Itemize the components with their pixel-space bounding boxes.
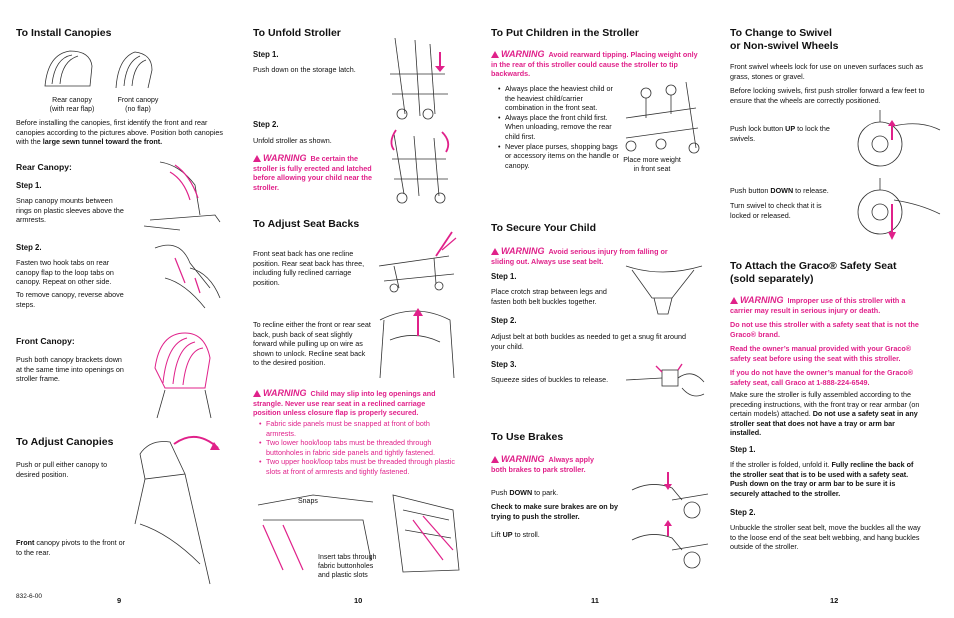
- unfold-warning: WARNING Be certain the stroller is fully erected and latched before allowing your child near the stroller.: [253, 153, 373, 192]
- footer-code: 832-6-00: [16, 593, 43, 600]
- front-canopy-text: Push both canopy brackets down at the same time into openings on stroller frame.: [16, 355, 124, 384]
- page-number-10: 10: [354, 596, 363, 605]
- adjust-canopies-text: Push or pull either canopy to desired position.: [16, 460, 108, 479]
- rear-step1-text: Snap canopy mounts between rings on plastic sleeves above the armrests.: [16, 196, 124, 225]
- secure-step1-title: Step 1.: [491, 272, 517, 281]
- buckle-release-illustration: [622, 360, 706, 408]
- lift-up-text: Lift UP to stroll.: [491, 530, 540, 539]
- page-number-11: 11: [591, 596, 599, 605]
- unfold-step2-title: Step 2.: [253, 120, 279, 129]
- warning-triangle-icon: [253, 155, 261, 162]
- front-canopy-caption: Front canopy (no flap): [117, 97, 159, 113]
- seat-backs-text2: To recline either the front or rear seat back, push back of seat slightly forward while pulling up on wire as shown to unlock. Recline seat back to the desired position.: [253, 320, 371, 368]
- turn-swivel-text: Turn swivel to check that it is locked or released.: [730, 201, 822, 220]
- list-item: • Fabric side panels must be snapped at front of both armrests.: [266, 419, 456, 438]
- warning-triangle-icon: [491, 456, 499, 463]
- hook-tab-illustration: [150, 238, 226, 316]
- seat-back-warning: WARNING Child may slip into leg openings and strangle. Never use rear seat in a reclined carriage position unless closure flap is properly secured.: [253, 388, 436, 418]
- push-down-text: Push DOWN to park.: [491, 488, 559, 497]
- rear-step2-text2: To remove canopy, reverse above steps.: [16, 290, 124, 309]
- safety-seat-text: Make sure the stroller is fully assembled according to the preceding instructions, with the front tray or rear armbar (on certain models) attached. Do not use a safety seat in any stroller seat that does not have a tray or arm bar installed.: [730, 390, 920, 438]
- seat-step1-text: If the stroller is folded, unfold it. Fully recline the back of the stroller seat that is to be used with a safety seat. Push down on the tray or arm bar to be sure it is securely attached to the stroller.: [730, 460, 914, 498]
- unfold-step1-title: Step 1.: [253, 50, 279, 59]
- seat-back-bullets: [258, 419, 456, 477]
- warning-triangle-icon: [730, 297, 738, 304]
- front-canopy-heading: Front Canopy:: [16, 336, 75, 346]
- rear-canopy-caption: Rear canopy (with rear flap): [49, 97, 95, 113]
- list-item: • Never place purses, shopping bags or accessory items on the handle or canopy.: [505, 142, 622, 171]
- secure-step1-text: Place crotch strap between legs and fasten both belt buckles together.: [491, 287, 607, 306]
- put-children-title: To Put Children in the Stroller: [491, 27, 639, 39]
- children-bullets: [497, 84, 622, 170]
- swivel-text1: Front swivel wheels lock for use on uneven surfaces such as grass, stones or gravel.: [730, 62, 923, 81]
- snaps-caption: Snaps: [298, 498, 318, 505]
- seat-recline-wire-illustration: [370, 300, 462, 382]
- list-item: • Always place the heaviest child or the heaviest child/carrier combination in the front seat.: [505, 84, 622, 113]
- secure-step2-title: Step 2.: [491, 316, 517, 325]
- seat-step2-title: Step 2.: [730, 508, 756, 517]
- secure-child-title: To Secure Your Child: [491, 222, 597, 234]
- seat-belt-warning: WARNING Avoid serious injury from falling or sliding out. Always use seat belt.: [491, 246, 668, 266]
- warning-triangle-icon: [491, 51, 499, 58]
- more-weight-caption: Place more weight in front seat: [623, 157, 681, 173]
- rear-canopy-snap-illustration: [140, 160, 226, 232]
- page-number-9: 9: [117, 596, 122, 605]
- swivel-wheels-title: To Change to Swivel or Non-swivel Wheels: [730, 27, 839, 52]
- unfold-step1-text: Push down on the storage latch.: [253, 65, 356, 74]
- install-canopies-title: To Install Canopies: [16, 27, 112, 39]
- adjust-canopies-title: To Adjust Canopies: [16, 436, 114, 448]
- secure-step2-text: Adjust belt at both buckles as needed to get a snug fit around your child.: [491, 332, 686, 351]
- adjust-canopy-illustration: [130, 424, 226, 592]
- seat-backs-text1: Front seat back has one recline position. Rear seat back has three, including fully reclined carriage position.: [253, 249, 365, 287]
- rear-step2-text: Fasten two hook tabs on rear canopy flap to the loop tabs on canopy. Repeat on other side.: [16, 258, 114, 287]
- children-stroller-illustration: [616, 78, 706, 158]
- front-canopy-pivot-text: Front canopy pivots to the front or to the rear.: [16, 538, 126, 557]
- secure-step3-title: Step 3.: [491, 360, 517, 369]
- use-brakes-title: To Use Brakes: [491, 431, 564, 443]
- safety-seat-title: To Attach the Graco® Safety Seat (sold separately): [730, 260, 897, 285]
- swivel-text2: Before locking swivels, first push stroller forward a few feet to ensure that the wheels are correctly positioned.: [730, 86, 925, 105]
- call-graco-warning: If you do not have the owner’s manual for the Graco® safety seat, call Graco at 1-888-224-6549.: [730, 368, 914, 387]
- unfolded-stroller-illustration: [384, 124, 458, 206]
- release-swivel-text: Push button DOWN to release.: [730, 186, 829, 195]
- unfold-stroller-title: To Unfold Stroller: [253, 27, 341, 39]
- rear-step1-title: Step 1.: [16, 181, 42, 190]
- unfold-step2-text: Unfold stroller as shown.: [253, 136, 332, 145]
- list-item: • Two lower hook/loop tabs must be threaded through buttonholes in fabric side panels and tightly fastened.: [266, 438, 456, 457]
- read-manual-warning: Read the owner’s manual provided with your Graco® safety seat before using the seat with this stroller.: [730, 344, 912, 363]
- lock-swivel-text: Push lock button UP to lock the swivels.: [730, 124, 830, 143]
- carrier-warning: WARNING Improper use of this stroller with a carrier may result in serious injury or death.: [730, 295, 906, 315]
- check-brakes-text: Check to make sure brakes are on by trying to push the stroller.: [491, 502, 619, 521]
- seat-step1-title: Step 1.: [730, 445, 756, 454]
- warning-triangle-icon: [253, 390, 261, 397]
- rear-canopy-heading: Rear Canopy:: [16, 162, 72, 172]
- insert-tabs-caption: Insert tabs through fabric buttonholes and plastic slots: [318, 554, 377, 579]
- brake-illustration: [622, 470, 710, 570]
- warning-triangle-icon: [491, 248, 499, 255]
- canopy-illustrations: [40, 46, 160, 94]
- graco-brand-warning: Do not use this stroller with a safety seat that is not the Graco® brand.: [730, 320, 919, 339]
- brakes-warning: WARNING Always apply both brakes to park stroller.: [491, 454, 595, 474]
- folded-stroller-illustration: [380, 34, 456, 120]
- list-item: • Always place the front child first. When unloading, remove the rear child first.: [505, 113, 622, 142]
- reclined-stroller-illustration: [374, 226, 462, 294]
- tipping-warning: WARNING Avoid rearward tipping. Placing weight only in the rear of this stroller could cause the stroller to tip backwards.: [491, 49, 698, 79]
- rear-step2-title: Step 2.: [16, 243, 42, 252]
- front-canopy-illustration: [145, 328, 225, 420]
- swivel-release-illustration: [850, 174, 942, 244]
- install-intro: Before installing the canopies, first identify the front and rear canopies according to the pictures above. Position both canopies with the large sewn tunnel toward the front.: [16, 118, 223, 147]
- seat-step2-text: Unbuckle the stroller seat belt, move the buckles all the way to the loose end of the seat belt webbing, and hang buckles outside of the stroller.: [730, 523, 921, 552]
- list-item: • Two upper hook/loop tabs must be threaded through plastic slots at front of armrests and tightly fastened.: [266, 457, 456, 476]
- swivel-lock-illustration: [850, 110, 942, 174]
- page-number-12: 12: [830, 596, 839, 605]
- crotch-strap-illustration: [622, 258, 706, 318]
- adjust-seat-backs-title: To Adjust Seat Backs: [253, 218, 360, 230]
- secure-step3-text: Squeeze sides of buckles to release.: [491, 375, 609, 384]
